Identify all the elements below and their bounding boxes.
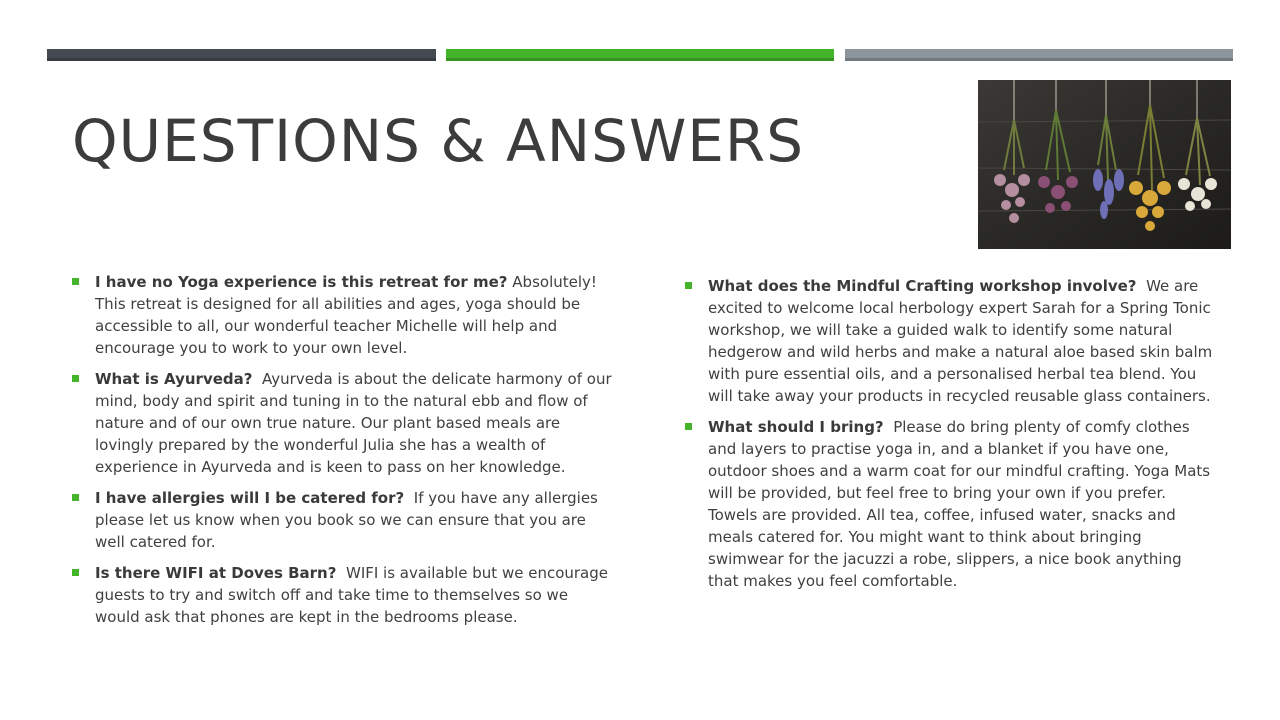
question-text: I have allergies will I be catered for? — [95, 489, 405, 507]
dried-herbs-image — [978, 80, 1231, 249]
accent-bar-dark — [47, 49, 436, 61]
qa-item — [685, 416, 1215, 592]
qa-item — [72, 271, 612, 359]
answer-text: We are excited to welcome local herbology expert Sarah for a Spring Tonic workshop, we will take a guided walk to identify some natural hedgerow and wild herbs and make a natural aloe based skin balm with pure essential oils, and a personalised herbal tea blend. You will take away your products in recycled reusable glass containers. — [708, 277, 1213, 405]
bullet-square-icon — [685, 423, 692, 430]
answer-text: Absolutely! This retreat is designed for all abilities and ages, yoga should be accessible to all, our wonderful teacher Michelle will help and encourage you to work to your own level. — [95, 273, 597, 357]
questions-right-column — [685, 275, 1215, 601]
answer-text: Please do bring plenty of comfy clothes and layers to practise yoga in, and a blanket if you have one, outdoor shoes and a warm coat for our mindful crafting. Yoga Mats will be provided, but feel free to bring your own if you prefer. Towels are provided. All tea, coffee, infused water, snacks and meals catered for. You might want to think about bringing swimwear for the jacuzzi a robe, slippers, a nice book anything that makes you feel comfortable. — [708, 418, 1211, 590]
question-text: What is Ayurveda? — [95, 370, 253, 388]
qa-item — [72, 562, 612, 628]
slide-title: QUESTIONS & ANSWERS — [72, 107, 805, 175]
qa-item — [72, 368, 612, 478]
bullet-square-icon — [72, 278, 79, 285]
answer-text: Ayurveda is about the delicate harmony of our mind, body and spirit and tuning in to the natural ebb and flow of nature and of our own true nature. Our plant based meals are lovingly prepared by the wonderful Julia she has a wealth of experience in Ayurveda and is keen to pass on her knowledge. — [95, 370, 612, 476]
bullet-square-icon — [72, 494, 79, 501]
qa-item — [685, 275, 1215, 407]
accent-bar-gray — [845, 49, 1233, 61]
bullet-square-icon — [72, 569, 79, 576]
question-text: What does the Mindful Crafting workshop involve? — [708, 277, 1137, 295]
qa-item — [72, 487, 612, 553]
question-text: What should I bring? — [708, 418, 884, 436]
answer-text: WIFI is available but we encourage guests to try and switch off and take time to themselves so we would ask that phones are kept in the bedrooms please. — [95, 564, 609, 626]
questions-left-column — [72, 271, 612, 637]
bullet-square-icon — [72, 375, 79, 382]
bullet-square-icon — [685, 282, 692, 289]
question-text: Is there WIFI at Doves Barn? — [95, 564, 337, 582]
accent-bar-green — [446, 49, 834, 61]
answer-text: If you have any allergies please let us know when you book so we can ensure that you are well catered for. — [95, 489, 598, 551]
question-text: I have no Yoga experience is this retreat for me? — [95, 273, 508, 291]
